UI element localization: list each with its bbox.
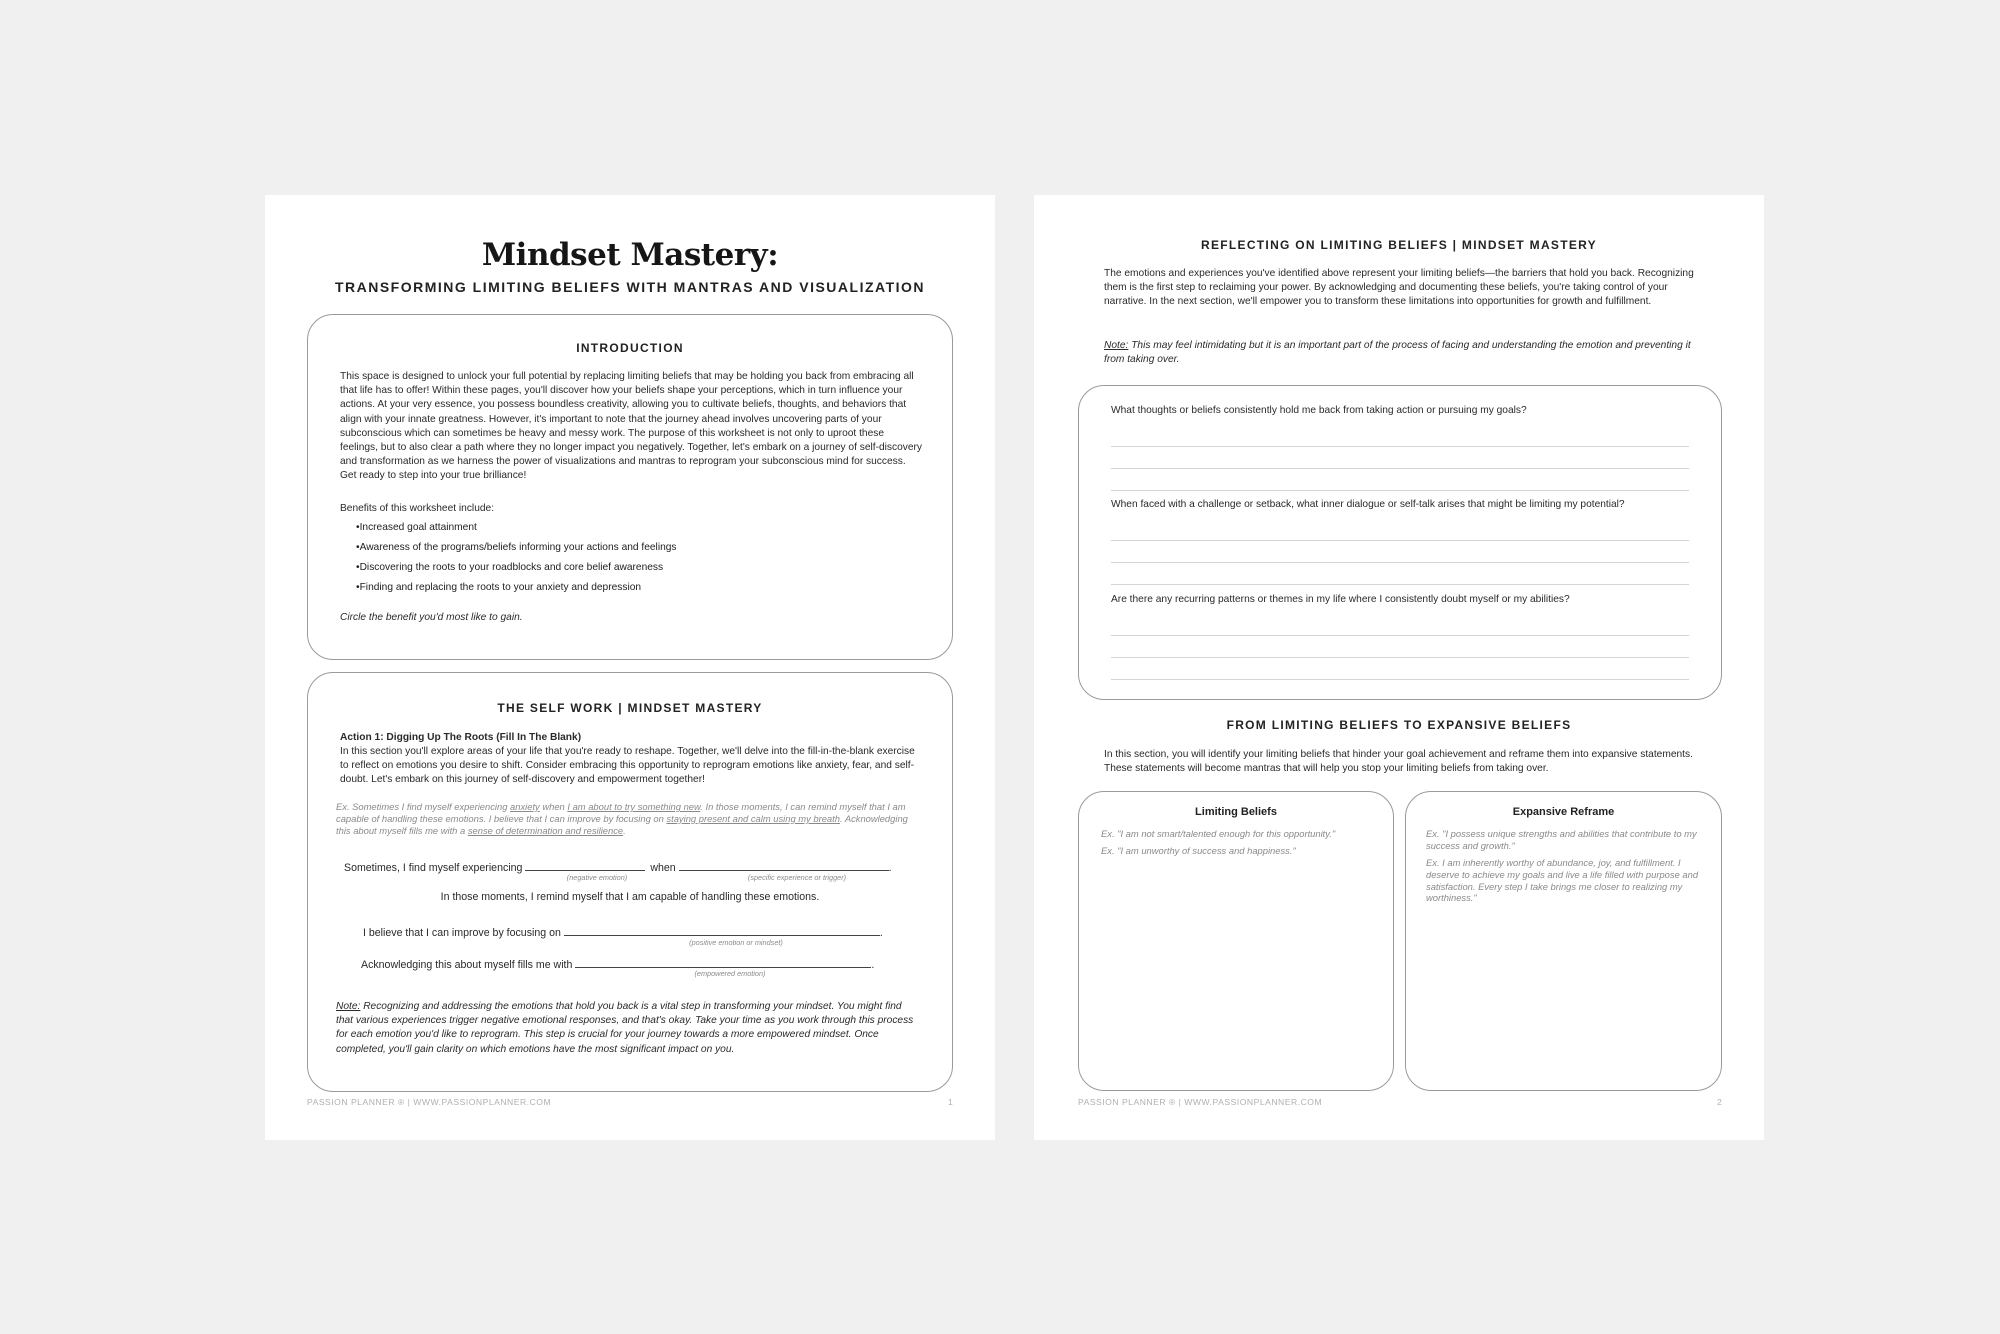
- answer-line[interactable]: [1111, 468, 1689, 469]
- hint-positive-emotion: (positive emotion or mindset): [689, 938, 783, 947]
- answer-line[interactable]: [1111, 635, 1689, 636]
- reflecting-note: Note: This may feel intimidating but it is an important part of the process of facing and understanding the emotion and preventing it from taking over.: [1104, 340, 1691, 366]
- worksheet-page-2: [1034, 195, 1764, 1140]
- answer-line[interactable]: [1111, 562, 1689, 563]
- page-footer: PASSION PLANNER ® | WWW.PASSIONPLANNER.COM: [1078, 1097, 1323, 1107]
- worksheet-page-1: [265, 195, 995, 1140]
- self-work-box: [307, 672, 953, 1092]
- reflecting-paragraph: The emotions and experiences you've identified above represent your limiting beliefs—the barriers that hold you back. Recognizing them is the first step to reclaiming your power. By acknowledging and documenting these beliefs, you're taking control of your narrative. In the next section, we'll empower you to transform these limitations into opportunities for growth and fulfillment.: [1104, 268, 1694, 308]
- list-item[interactable]: • Awareness of the programs/beliefs informing your actions and feelings: [356, 538, 677, 558]
- introduction-heading: INTRODUCTION: [576, 341, 684, 355]
- limiting-beliefs-title: Limiting Beliefs: [1195, 806, 1277, 818]
- hint-negative-emotion: (negative emotion): [566, 873, 628, 882]
- expansive-reframe-box[interactable]: [1405, 791, 1722, 1091]
- questions-box: [1078, 385, 1722, 700]
- limiting-example-2: Ex. "I am unworthy of success and happiness.": [1101, 845, 1296, 856]
- answer-line[interactable]: [1111, 490, 1689, 491]
- action-title: Action 1: Digging Up The Roots (Fill In The Blank): [340, 732, 582, 743]
- answer-line[interactable]: [1111, 657, 1689, 658]
- example-text: Ex. Sometimes I find myself experiencing anxiety when I am about to try something new. In those moments, I can remind myself that I am capable of handling these emotions. I believe that I can improve by focusing on staying present and calm using my breath. Acknowledging this about myself fills me with a sense of determination and resilience.: [336, 801, 908, 836]
- question-1: What thoughts or beliefs consistently hold me back from taking action or pursuing my goals?: [1111, 405, 1527, 416]
- limiting-example-1: Ex. "I am not smart/talented enough for this opportunity.": [1101, 828, 1336, 839]
- answer-line[interactable]: [1111, 540, 1689, 541]
- hint-empowered-emotion: (empowered emotion): [694, 969, 766, 978]
- empowered-emotion-blank[interactable]: [575, 955, 871, 968]
- action-text: In this section you'll explore areas of your life that you're ready to reshape. Together, we'll delve into the fill-in-the-blank exercise to reflect on emotions you desire to shift. Consider embracing this opportunity to reprogram emotions like anxiety, fear, and self-doubt. Let's embark on this journey of self-discovery and empowerment together!: [340, 746, 915, 786]
- list-item[interactable]: • Discovering the roots to your roadblocks and core belief awareness: [356, 558, 677, 578]
- page-number: 1: [948, 1097, 953, 1107]
- specific-experience-blank[interactable]: [679, 858, 889, 871]
- list-item[interactable]: • Finding and replacing the roots to your anxiety and depression: [356, 578, 677, 598]
- self-work-note: Note: Recognizing and addressing the emotions that hold you back is a vital step in transforming your mindset. You might find that various experiences trigger negative emotional responses, and that's okay. Take your time as you work through this process for each emotion you'd like to reprogram. This step is crucial for your journey towards a more empowered mindset. Once completed, you'll gain clarity on which emotions have the most significant impact on you.: [336, 1001, 914, 1055]
- question-2: When faced with a challenge or setback, what inner dialogue or self-talk arises that might be limiting my potential?: [1111, 499, 1625, 510]
- expansive-heading: FROM LIMITING BELIEFS TO EXPANSIVE BELIEFS: [1226, 718, 1572, 732]
- negative-emotion-blank[interactable]: [525, 858, 645, 871]
- self-work-heading: THE SELF WORK | MINDSET MASTERY: [497, 701, 763, 715]
- page-footer: PASSION PLANNER ® | WWW.PASSIONPLANNER.COM: [307, 1097, 552, 1107]
- answer-line[interactable]: [1111, 584, 1689, 585]
- positive-emotion-blank[interactable]: [564, 923, 880, 936]
- reframe-example-2: Ex. I am inherently worthy of abundance, joy, and fulfillment. I deserve to achieve my goals and live a life filled with purpose and satisfaction. Every step I take brings me closer to realizing my worthiness.": [1426, 857, 1699, 904]
- limiting-beliefs-box[interactable]: [1078, 791, 1394, 1091]
- benefits-label: Benefits of this worksheet include:: [340, 503, 495, 514]
- fill-row-2: In those moments, I remind myself that I am capable of handling these emotions.: [440, 891, 820, 903]
- expansive-reframe-title: Expansive Reframe: [1512, 806, 1615, 818]
- hint-specific-experience: (specific experience or trigger): [747, 873, 847, 882]
- fill-row-1: Sometimes, I find myself experiencing when .: [344, 858, 892, 874]
- introduction-paragraph: This space is designed to unlock your full potential by replacing limiting beliefs that may be holding you back from embracing all that life has to offer! Within these pages, you'll discover how your beliefs shape your perceptions, which in turn influence your actions. At your very essence, you possess boundless creativity, allowing you to cultivate beliefs, thoughts, and behaviors that align with your innate greatness. However, it's important to note that the journey ahead involves uncovering parts of your subconscious which can sometimes be heavy and messy work. The purpose of this worksheet is not only to uproot these feelings, but to also clear a path where they no longer impact you negatively. Together, let's embark on a journey of self-discovery and transformation as we harness the power of visualizations and mantras to reprogram your subconscious mind for success. Get ready to step into your true brilliance!: [340, 371, 923, 482]
- fill-row-4: Acknowledging this about myself fills me with .: [361, 955, 874, 971]
- introduction-box: [307, 314, 953, 660]
- circle-benefit-note: Circle the benefit you'd most like to gain.: [340, 612, 523, 623]
- benefits-list: [356, 518, 677, 598]
- answer-line[interactable]: [1111, 679, 1689, 680]
- expansive-paragraph: In this section, you will identify your limiting beliefs that hinder your goal achievement and reframe them into expansive statements. These statements will become mantras that will help you stop your limiting beliefs from taking over.: [1104, 749, 1693, 775]
- reflecting-heading: REFLECTING ON LIMITING BELIEFS | MINDSET MASTERY: [1201, 238, 1597, 252]
- page-subtitle: TRANSFORMING LIMITING BELIEFS WITH MANTRAS AND VISUALIZATION: [334, 279, 926, 295]
- list-item[interactable]: • Increased goal attainment: [356, 518, 677, 538]
- question-3: Are there any recurring patterns or themes in my life where I consistently doubt myself or my abilities?: [1111, 594, 1570, 605]
- fill-row-3: I believe that I can improve by focusing on .: [363, 923, 883, 939]
- page-number: 2: [1717, 1097, 1722, 1107]
- reframe-example-1: Ex. "I possess unique strengths and abilities that contribute to my success and growth.": [1426, 828, 1697, 851]
- answer-line[interactable]: [1111, 446, 1689, 447]
- page-title: Mindset Mastery:: [481, 237, 779, 273]
